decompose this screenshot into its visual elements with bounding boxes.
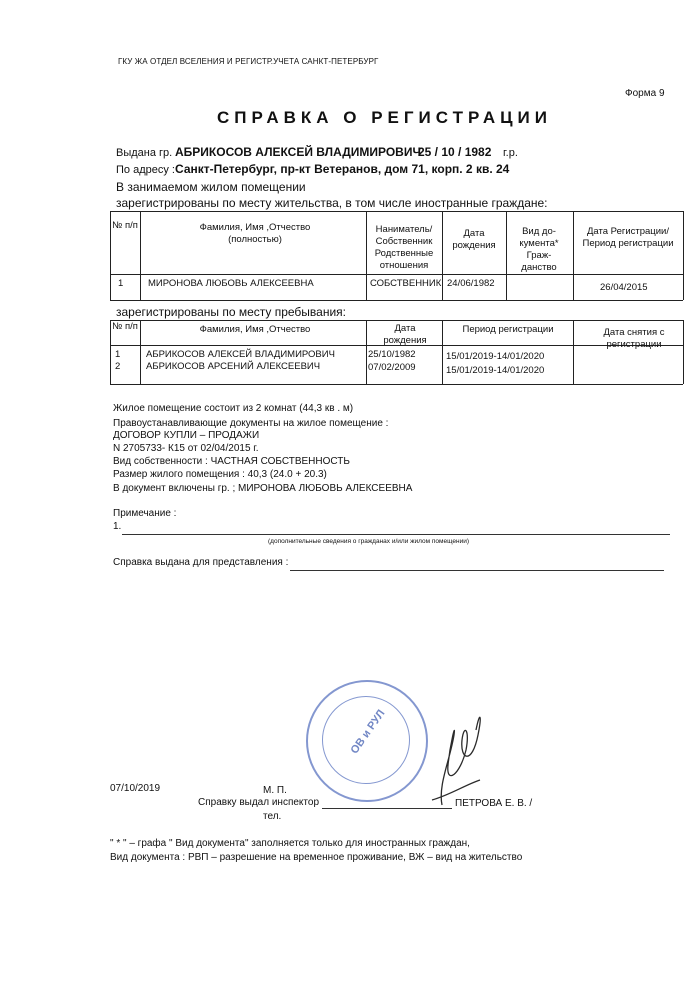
page-title: СПРАВКА О РЕГИСТРАЦИИ (217, 108, 552, 127)
notes-line (122, 534, 670, 535)
mp-label: М. П. (263, 785, 287, 796)
t1-header-reg: Дата Регистрации/ Период регистрации (582, 226, 674, 249)
issued-by-label: Справку выдал инспектор (198, 797, 320, 808)
included-persons: В документ включены гр. ; МИРОНОВА ЛЮБОВЬ АЛЕКСЕЕВНА (113, 483, 413, 494)
table2-caption: зарегистрированы по месту пребывания: (116, 305, 347, 319)
docs-label: Правоустанавливающие документы на жилое помещение : (113, 418, 389, 429)
issued-dob-suffix: г.р. (503, 147, 518, 159)
form-number: Форма 9 (625, 88, 665, 99)
t2-row1-fio: АБРИКОСОВ АЛЕКСЕЙ ВЛАДИМИРОВИЧ (146, 349, 335, 360)
t2-header-num: № п/п (112, 321, 138, 332)
contract-number: N 2705733- К15 от 02/04/2015 г. (113, 443, 259, 454)
presented-label: Справка выдана для представления : (113, 557, 289, 568)
t2-row2-fio: АБРИКОСОВ АРСЕНИЙ АЛЕКСЕЕВИЧ (146, 361, 321, 372)
t2-header-fio: Фамилия, Имя ,Отчество (199, 324, 311, 335)
t2-row2-num: 2 (115, 361, 121, 372)
t1-header-num: № п/п (112, 220, 138, 231)
presented-line (290, 570, 664, 571)
issued-name: АБРИКОСОВ АЛЕКСЕЙ ВЛАДИМИРОВИЧ (175, 145, 421, 159)
t2-row1-period: 15/01/2019-14/01/2020 (446, 351, 545, 362)
issued-label: Выдана гр. (116, 147, 173, 159)
t2-header-period: Период регистрации (462, 324, 554, 335)
t2-row2-period: 15/01/2019-14/01/2020 (446, 365, 545, 376)
rooms-info: Жилое помещение состоит из 2 комнат (44,3 кв . м) (113, 403, 354, 414)
t1-row-dob: 24/06/1982 (447, 278, 495, 289)
t2-header-removal: Дата снятия с регистрации (603, 327, 665, 350)
t1-header-doc: Вид до- кумента* Граж- данство (519, 226, 559, 273)
t1-row-reg: 26/04/2015 (600, 282, 648, 293)
stamp-text: ОВ и РУЛ (348, 707, 388, 757)
inspector-signature (420, 705, 500, 810)
t1-header-dob: Дата рождения (452, 228, 496, 251)
notes-item-1: 1. (113, 521, 122, 532)
signature-line (322, 808, 452, 809)
issued-dob: 25 / 10 / 1982 (418, 145, 492, 159)
address-label: По адресу : (116, 164, 175, 176)
ownership-type: Вид собственности : ЧАСТНАЯ СОБСТВЕННОСТЬ (113, 456, 350, 467)
notes-hint: (дополнительные сведения о гражданах и/или жилом помещении) (268, 538, 469, 545)
official-stamp (306, 680, 428, 802)
address-value: Санкт-Петербург, пр-кт Ветеранов, дом 71, корп. 2 кв. 24 (175, 162, 510, 176)
t1-row-num: 1 (118, 278, 124, 289)
tel-label: тел. (263, 811, 282, 822)
t2-header-dob: Дата рождения (383, 323, 427, 346)
notes-label: Примечание : (113, 508, 177, 519)
t2-row2-dob: 07/02/2009 (368, 362, 416, 373)
contract-type: ДОГОВОР КУПЛИ – ПРОДАЖИ (113, 430, 260, 441)
t1-row-fio: МИРОНОВА ЛЮБОВЬ АЛЕКСЕЕВНА (148, 278, 314, 289)
t1-header-owner: Наниматель/ Собственник Родственные отношения (374, 224, 434, 271)
footnote-1: " * " – графа " Вид документа" заполняется только для иностранных граждан, (110, 838, 470, 849)
occupied-premises: В занимаемом жилом помещении (116, 180, 306, 194)
inspector-name: ПЕТРОВА Е. В. / (455, 798, 533, 809)
premises-size: Размер жилого помещения : 40,3 (24.0 + 20.3) (113, 469, 327, 480)
t2-row1-dob: 25/10/1982 (368, 349, 416, 360)
t1-header-fio: Фамилия, Имя ,Отчество (полностью) (199, 222, 311, 245)
footnote-2: Вид документа : РВП – разрешение на временное проживание, ВЖ – вид на жительство (110, 852, 523, 863)
issue-date: 07/10/2019 (110, 783, 161, 794)
table1-caption: зарегистрированы по месту жительства, в том числе иностранные граждане: (116, 196, 548, 210)
organization-name: ГКУ ЖА ОТДЕЛ ВСЕЛЕНИЯ И РЕГИСТР.УЧЕТА САНКТ-ПЕТЕРБУРГ (118, 57, 379, 66)
t2-row1-num: 1 (115, 349, 121, 360)
t1-row-owner: СОБСТВЕННИК (370, 278, 442, 289)
